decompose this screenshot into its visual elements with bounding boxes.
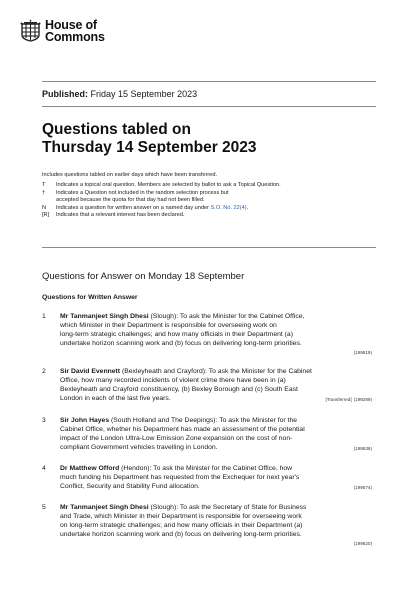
question-item bbox=[42, 368, 372, 403]
question-number: 2 bbox=[42, 368, 46, 375]
published-line bbox=[42, 89, 197, 99]
question-line: To ask the Minister for the Cabinet Office, how bbox=[153, 465, 293, 472]
question-line: Bexleyheath and Crayford constituency, (b) Bexley Borough and (c) South East bbox=[60, 385, 298, 393]
question-number: 4 bbox=[42, 465, 46, 472]
constituency: (Slough): bbox=[150, 504, 179, 511]
question-line: Conflict, Security and Stability Fund allocation. bbox=[60, 482, 200, 490]
question-line: compliant Government vehicles travelling in London. bbox=[60, 443, 218, 451]
question-line: To ask the Minister for the Cabinet bbox=[208, 368, 312, 375]
member-name: Mr Tanmanjeet Singh Dhesi bbox=[60, 504, 149, 511]
divider bbox=[42, 106, 376, 107]
title-line-2: Thursday 14 September 2023 bbox=[42, 139, 257, 156]
question-ref: (199536) bbox=[353, 445, 372, 451]
page-title bbox=[42, 121, 257, 157]
question-item bbox=[42, 417, 372, 452]
divider bbox=[42, 81, 376, 82]
legend-item-named-day bbox=[42, 205, 372, 213]
question-line: To ask the Secretary of State for Business bbox=[179, 504, 307, 511]
legend-symbol: [R] bbox=[42, 212, 50, 218]
question-line: undertake horizon scanning work and (b) focus on delivering long-term priorities. bbox=[60, 339, 302, 347]
legend-text: Indicates that a relevant interest has been declared. bbox=[56, 212, 185, 218]
question-line: long-term strategic challenges; and how many officials in their Department (a) bbox=[60, 330, 293, 338]
constituency: (South Holland and The Deepings): bbox=[111, 417, 218, 424]
title-line-1: Questions tabled on bbox=[42, 121, 191, 138]
constituency: (Hendon): bbox=[121, 465, 152, 472]
member-name: Sir John Hayes bbox=[60, 417, 110, 424]
legend-item-interest bbox=[42, 212, 372, 220]
subheading: Questions for Written Answer bbox=[42, 294, 138, 301]
question-number: 1 bbox=[42, 313, 46, 320]
question-ref: (199619) bbox=[353, 349, 372, 355]
question-item bbox=[42, 465, 372, 491]
legend-text: Indicates a topical oral question. Members are selected by ballot to ask a Topical Question. bbox=[56, 182, 281, 188]
standing-order-link[interactable]: S.O. No. 22(4) bbox=[210, 204, 247, 211]
intro-text: Includes questions tabled on earlier days which have been transferred. bbox=[42, 172, 218, 178]
divider bbox=[42, 247, 376, 248]
member-name: Dr Matthew Offord bbox=[60, 465, 120, 472]
legend-text: Indicates a question for written answer on a named day under bbox=[56, 204, 211, 211]
legend-item-topical bbox=[42, 182, 372, 190]
question-ref: (199574) bbox=[353, 484, 372, 490]
question-number: 3 bbox=[42, 417, 46, 424]
constituency: (Bexleyheath and Crayford): bbox=[121, 368, 207, 375]
member-name: Sir David Evennett bbox=[60, 368, 121, 375]
question-line: To ask the Minister for the bbox=[219, 417, 298, 424]
question-line: which Minister in their Department is responsible for overseeing work on bbox=[60, 321, 277, 329]
question-line: Cabinet Office, whether his Department has made an assessment of the potential bbox=[60, 425, 305, 433]
question-line: London in each of the last five years. bbox=[60, 394, 171, 402]
question-item bbox=[42, 504, 372, 547]
question-line: impact of the London Ultra-Low Emission Zone expansion on the cost of non- bbox=[60, 434, 293, 442]
legend-symbol: N bbox=[42, 204, 47, 211]
published-label: Published: bbox=[42, 89, 89, 99]
legend bbox=[42, 182, 372, 220]
question-line: To ask the Minister for the Cabinet Office, bbox=[179, 313, 305, 320]
legend-text: Indicates a Question not included in the random selection process but bbox=[56, 189, 229, 196]
house-of-commons-logo bbox=[20, 19, 105, 43]
published-date: Friday 15 September 2023 bbox=[90, 89, 198, 99]
question-line: on long-term strategic challenges; and how many officials in their Department (a) bbox=[60, 521, 303, 529]
legend-text-end: . bbox=[246, 204, 249, 211]
question-line: Office, how many recorded incidents of violent crime there have been in (a) bbox=[60, 376, 286, 384]
legend-symbol: † bbox=[42, 189, 46, 196]
logo-line-2: Commons bbox=[45, 30, 105, 44]
question-number: 5 bbox=[42, 504, 46, 511]
legend-item-dagger bbox=[42, 190, 372, 205]
question-line: undertake horizon scanning work and (b) focus on delivering long-term priorities. bbox=[60, 530, 302, 538]
question-line: and Trade, which Minister in their Department is responsible for overseeing work bbox=[60, 512, 302, 520]
legend-symbol: T bbox=[42, 182, 46, 188]
logo-line-1: House of bbox=[45, 18, 97, 32]
section-heading: Questions for Answer on Monday 18 September bbox=[42, 271, 245, 282]
member-name: Mr Tanmanjeet Singh Dhesi bbox=[60, 313, 149, 320]
question-ref: (199289) bbox=[353, 396, 372, 402]
logo-wordmark bbox=[45, 19, 105, 43]
question-line: much funding his Department has requested from the Exchequer for next year's bbox=[60, 473, 300, 481]
portcullis-icon bbox=[20, 19, 41, 43]
question-ref: (199620) bbox=[353, 540, 372, 546]
constituency: (Slough): bbox=[150, 313, 179, 320]
question-item bbox=[42, 313, 372, 356]
legend-text-continued: accepted because the quota for that day had not been filled. bbox=[56, 197, 205, 203]
transferred-label: [Transferred] bbox=[325, 396, 352, 402]
